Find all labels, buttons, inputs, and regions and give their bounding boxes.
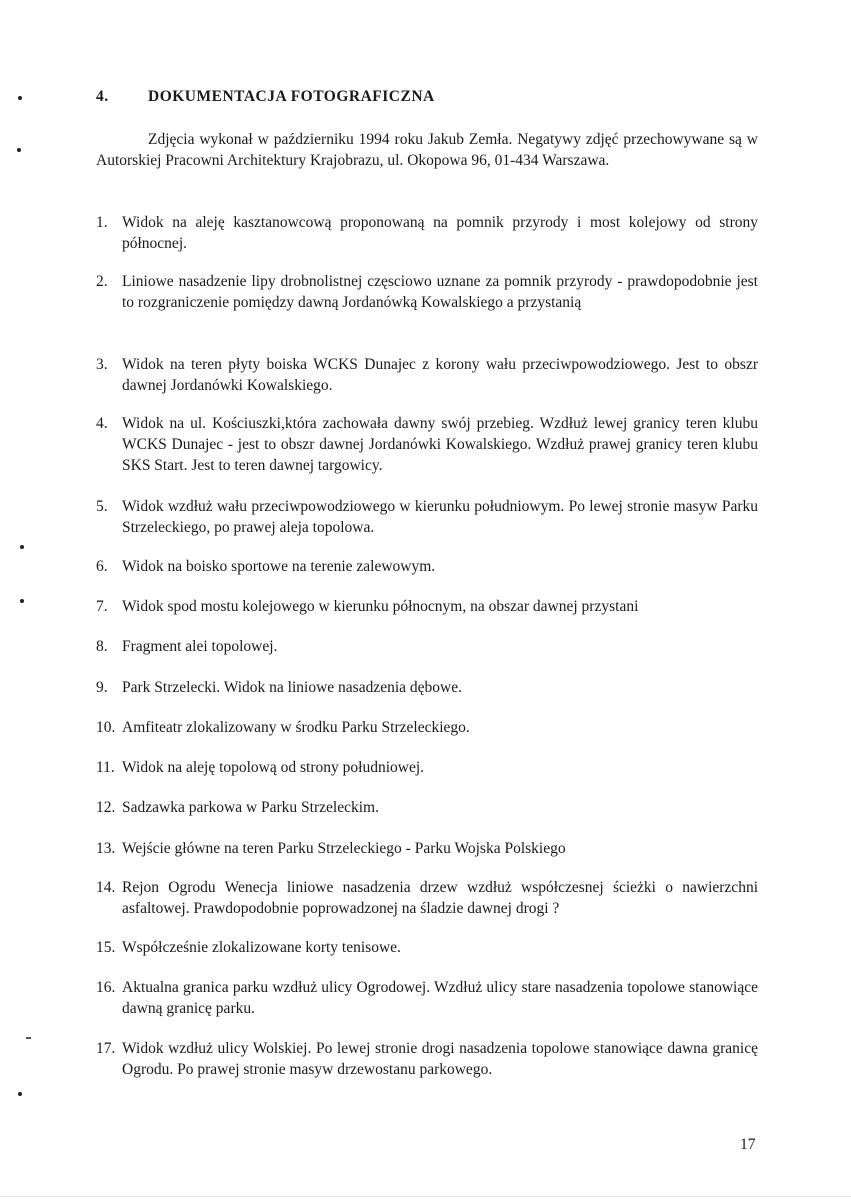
list-item — [96, 937, 758, 958]
item-text: Widok wzdłuż wału przeciwpowodziowego w kierunku południowym. Po lewej stronie masyw Parku Strzeleckiego, po prawej aleja topolowa. — [122, 498, 758, 536]
list-item — [96, 757, 758, 778]
section-heading — [96, 88, 435, 106]
list-item — [96, 596, 758, 617]
item-text: Widok na ul. Kościuszki,która zachowała dawny swój przebieg. Wzdłuż lewej granicy teren klubu WCKS Dunajec - jest to obszr dawnej Jordanówki Kowalskiego. Wzdłuż prawej granicy teren klubu SKS Start. Jest to teren dawnej targowicy. — [122, 415, 758, 474]
item-number: 17. — [96, 1040, 116, 1057]
list-item — [96, 556, 758, 577]
item-text: Rejon Ogrodu Wenecja liniowe nasadzenia drzew wzdłuż współczesnej ścieżki o nawierzchni asfaltowej. Prawdopodobnie poprowadzonej na śladzie dawnej drogi ? — [122, 879, 758, 917]
item-text: Park Strzelecki. Widok na liniowe nasadzenia dębowe. — [122, 679, 462, 696]
item-text: Amfiteatr zlokalizowany w środku Parku Strzeleckiego. — [122, 719, 470, 736]
item-text: Wejście główne na teren Parku Strzeleckiego - Parku Wojska Polskiego — [122, 840, 566, 857]
list-item — [96, 413, 758, 476]
item-number: 8. — [96, 638, 108, 655]
list-item — [96, 797, 758, 818]
section-number: 4. — [96, 88, 109, 105]
item-number: 13. — [96, 840, 116, 857]
scan-dot — [18, 96, 22, 100]
item-number: 5. — [96, 498, 108, 515]
list-item — [96, 212, 758, 254]
list-item — [96, 838, 758, 859]
scan-mark — [26, 1037, 31, 1039]
list-item — [96, 717, 758, 738]
item-text: Sadzawka parkowa w Parku Strzeleckim. — [122, 799, 379, 816]
scan-edge — [0, 1196, 851, 1197]
item-number: 11. — [96, 759, 115, 776]
list-item — [96, 1038, 758, 1080]
item-text: Liniowe nasadzenie lipy drobnolistnej częsciowo uznane za pomnik przyrody - prawdopodobnie jest to rozgraniczenie pomiędzy dawną Jordanówką Kowalskiego a przystanią — [122, 273, 758, 311]
list-item — [96, 496, 758, 538]
scan-dot — [18, 1092, 22, 1096]
list-item — [96, 977, 758, 1019]
item-number: 16. — [96, 979, 116, 996]
item-number: 12. — [96, 799, 116, 816]
list-item — [96, 354, 758, 396]
item-text: Współcześnie zlokalizowane korty tenisowe. — [122, 939, 401, 956]
item-number: 6. — [96, 558, 108, 575]
item-text: Widok na aleję kasztanowcową proponowaną na pomnik przyrody i most kolejowy od strony północnej. — [122, 214, 758, 252]
item-number: 2. — [96, 273, 108, 290]
section-title: DOKUMENTACJA FOTOGRAFICZNA — [148, 88, 435, 105]
scan-dot — [20, 599, 24, 603]
item-text: Widok spod mostu kolejowego w kierunku północnym, na obszar dawnej przystani — [122, 598, 639, 615]
item-text: Widok wzdłuż ulicy Wolskiej. Po lewej stronie drogi nasadzenia topolowe stanowiące dawna granicę Ogrodu. Po prawej stronie masyw drzewostanu parkowego. — [122, 1040, 758, 1078]
item-number: 10. — [96, 719, 116, 736]
item-text: Fragment alei topolowej. — [122, 638, 278, 655]
item-number: 3. — [96, 356, 108, 373]
scan-dot — [17, 148, 21, 152]
item-number: 9. — [96, 679, 108, 696]
item-number: 1. — [96, 214, 108, 231]
page-number: 17 — [740, 1136, 756, 1153]
list-item — [96, 271, 758, 313]
list-item — [96, 677, 758, 698]
intro-paragraph: Zdjęcia wykonał w październiku 1994 roku Jakub Zemła. Negatywy zdjęć przechowywane są w Autorskiej Pracowni Architektury Krajobrazu, ul. Okopowa 96, 01-434 Warszawa. — [96, 131, 758, 169]
list-item — [96, 877, 758, 919]
item-number: 4. — [96, 415, 108, 432]
item-text: Widok na aleję topolową od strony południowej. — [122, 759, 425, 776]
item-number: 7. — [96, 598, 108, 615]
item-text: Aktualna granica parku wzdłuż ulicy Ogrodowej. Wzdłuż ulicy stare nasadzenia topolowe stanowiące dawną granicę parku. — [122, 979, 758, 1017]
item-text: Widok na teren płyty boiska WCKS Dunajec z korony wału przeciwpowodziowego. Jest to obszr dawnej Jordanówki Kowalskiego. — [122, 356, 758, 394]
item-number: 14. — [96, 879, 116, 896]
item-number: 15. — [96, 939, 116, 956]
list-item — [96, 636, 758, 657]
item-text: Widok na boisko sportowe na terenie zalewowym. — [122, 558, 436, 575]
scan-dot — [20, 545, 24, 549]
